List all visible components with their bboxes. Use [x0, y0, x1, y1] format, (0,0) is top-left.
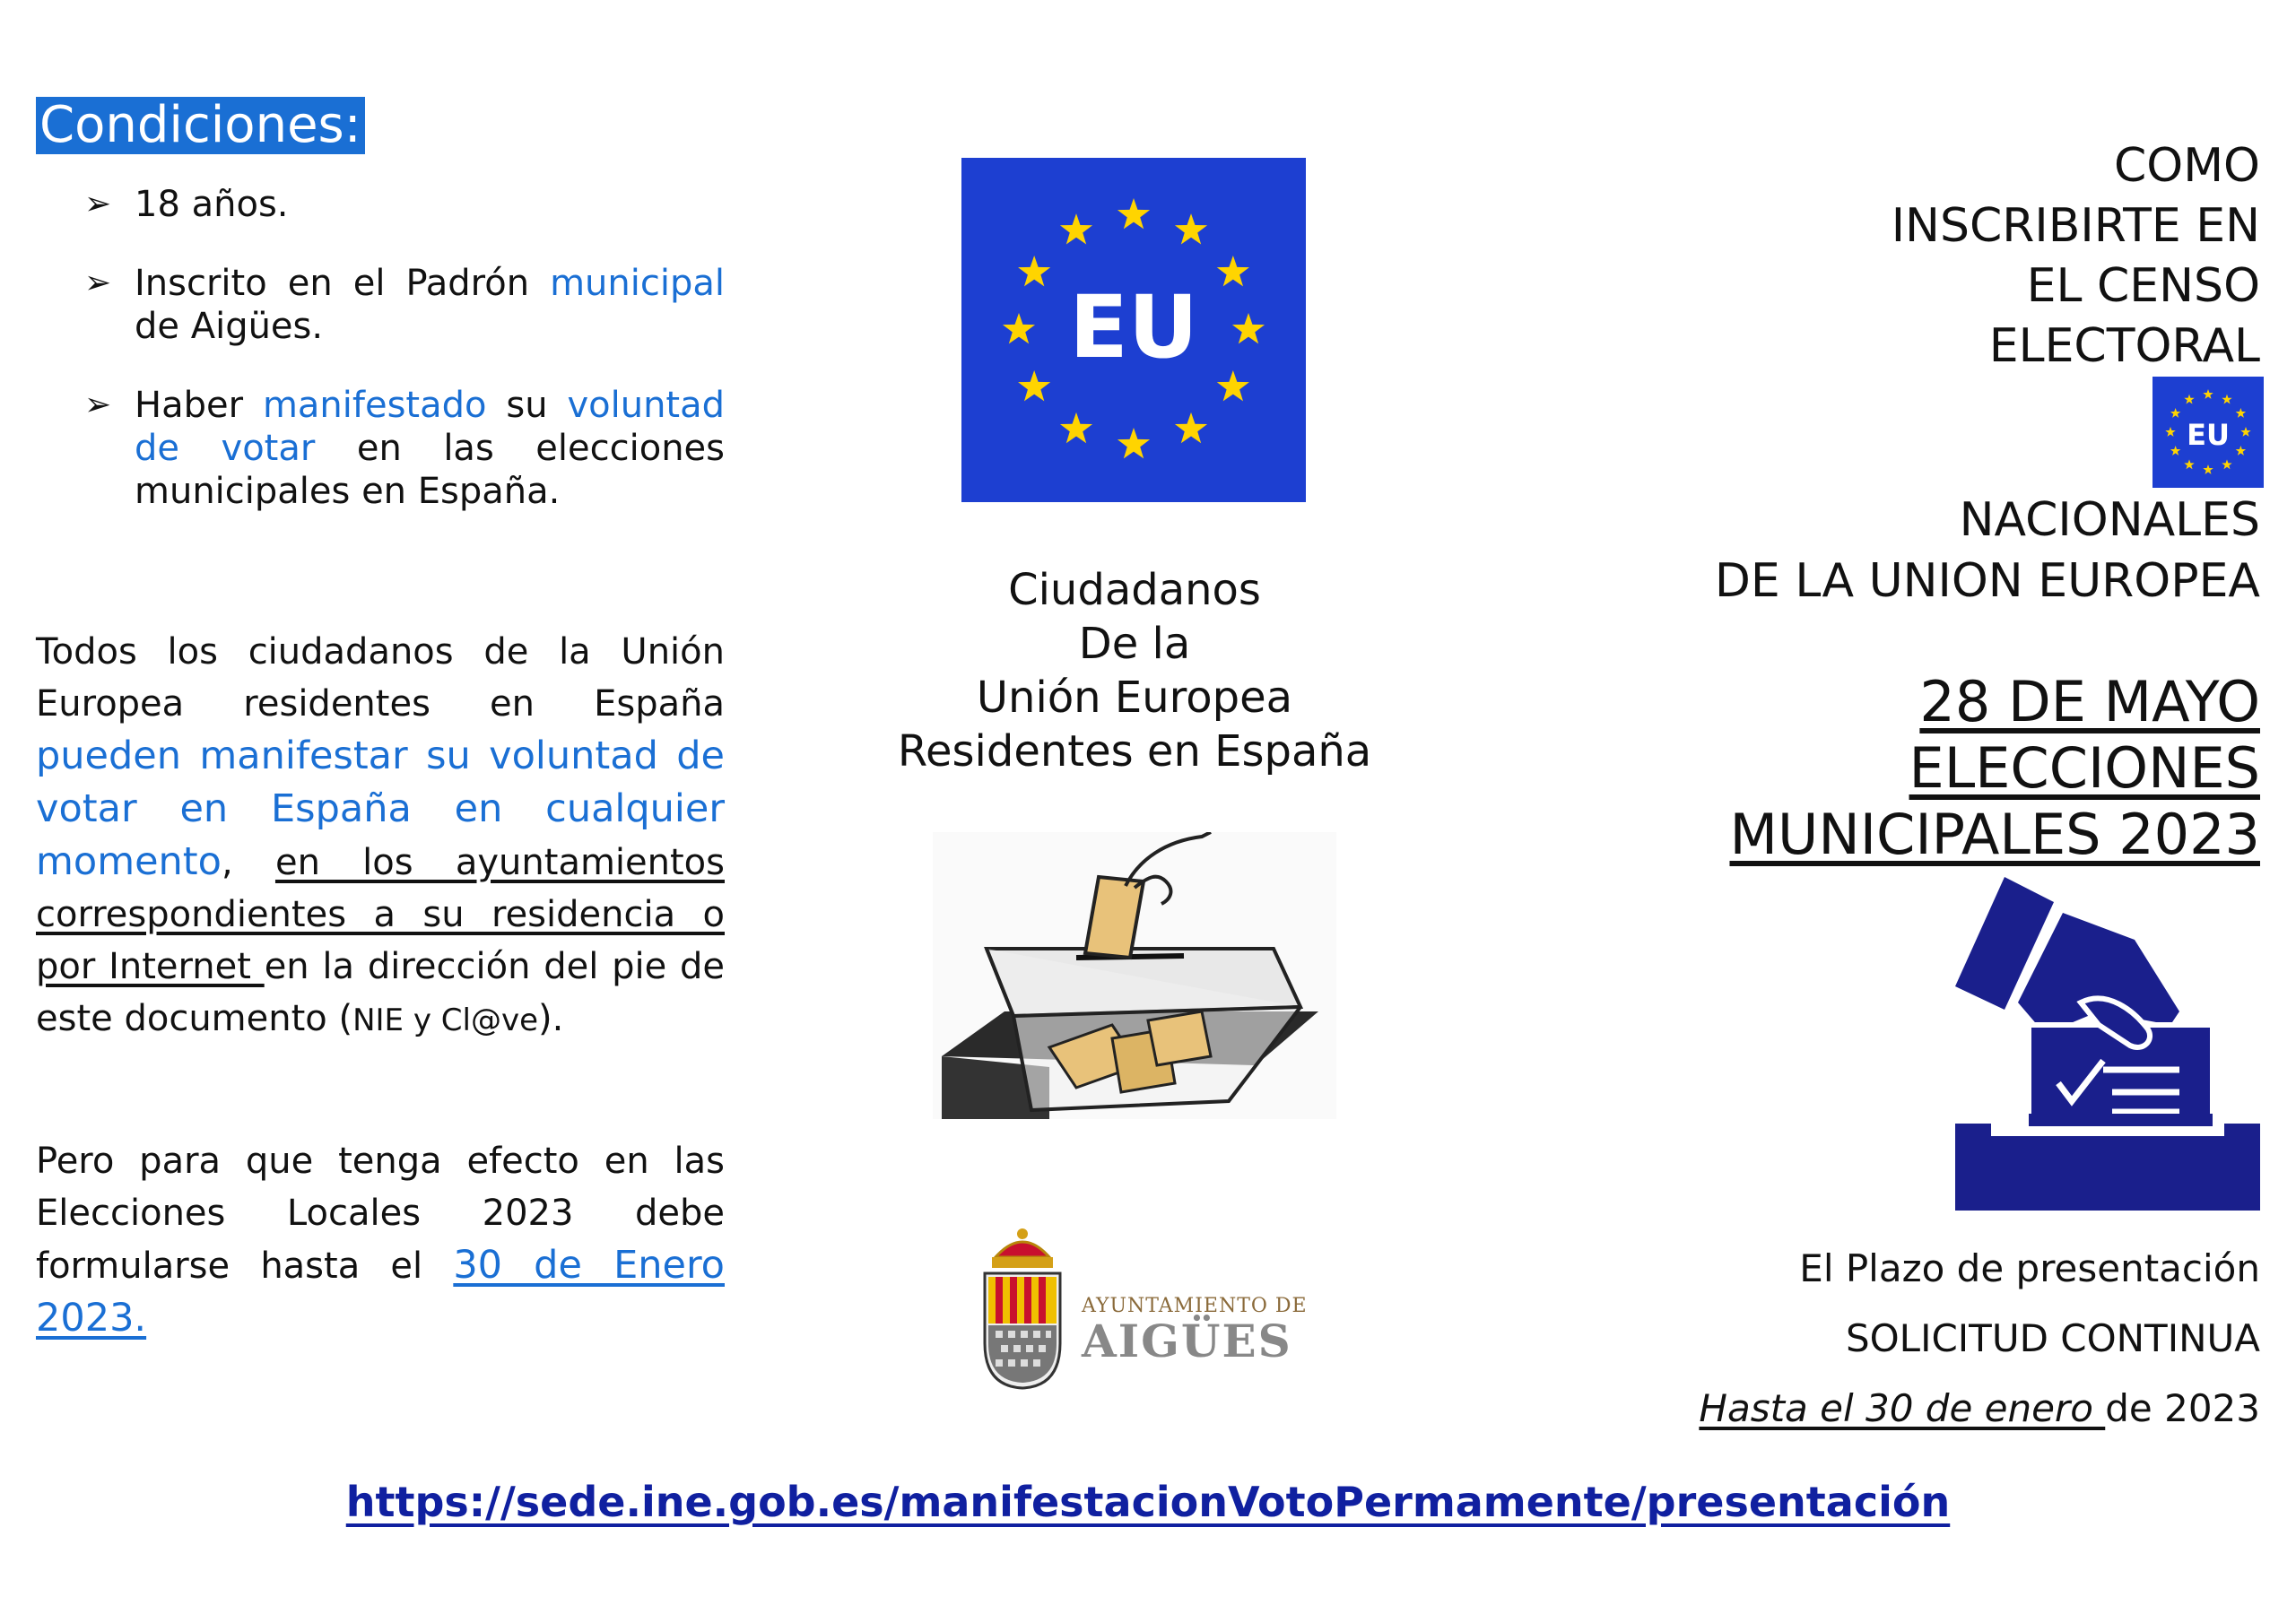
arrow-bullet-icon: ➢: [84, 265, 112, 301]
condition-voluntad: ➢ Haber manifestado su voluntad de votar en las elecciones municipales en España.: [84, 385, 726, 512]
arrow-bullet-icon: ➢: [84, 386, 112, 423]
eu-flag-image: [961, 158, 1306, 502]
eu-flag-label: EU: [1069, 277, 1198, 378]
condition-age: ➢ 18 años.: [84, 184, 289, 225]
plazo-label: El Plazo de presentación: [1799, 1246, 2260, 1290]
how-to-register-title: COMO INSCRIBIRTE EN EL CENSO ELECTORAL: [1891, 139, 2260, 373]
condition-padron: ➢ Inscrito en el Padrón municipal de Aigües.: [84, 263, 725, 347]
deadline-link[interactable]: 30 de Enero 2023.: [36, 1243, 725, 1341]
conditions-title: Condiciones:: [36, 97, 365, 154]
conditions-section: [36, 97, 725, 549]
conditions-list: [36, 183, 725, 513]
eu-flag-small-label: EU: [2187, 418, 2230, 452]
ayuntamiento-logo-text: AYUNTAMIENTO DE AIGÜES: [1082, 1295, 1308, 1367]
coat-of-arms-icon: [978, 1227, 1067, 1390]
coat-of-arms-image: [978, 1227, 1067, 1390]
voting-hand-icon: [1955, 877, 2260, 1211]
hasta-label: Hasta el 30 de enero de 2023: [1699, 1386, 2260, 1430]
eu-flag-icon: [961, 158, 1306, 502]
citizens-heading: Ciudadanos De la Unión Europea Residentes en España: [897, 565, 1372, 777]
deadline-info: [1632, 1234, 2260, 1444]
election-date-title: 28 DE MAYO ELECCIONES MUNICIPALES 2023: [1729, 669, 2260, 867]
ballot-box-icon: [933, 832, 1336, 1119]
voting-hand-image: [1955, 877, 2260, 1211]
eu-nationals-title: NACIONALES DE LA UNION EUROPEA: [1714, 493, 2260, 608]
ine-sede-link[interactable]: https://sede.ine.gob.es/manifestacionVotoPermamente/presentación: [345, 1478, 1951, 1526]
eu-flag-small-image: [2152, 377, 2264, 488]
arrow-bullet-icon: ➢: [84, 186, 112, 222]
paragraph-deadline: Pero para que tenga efecto en las Elecciones Locales 2023 debe formularse hasta el 30 de Enero 2023.: [36, 1141, 725, 1341]
ballot-box-illustration: [933, 832, 1336, 1119]
solicitud-label: SOLICITUD CONTINUA: [1845, 1316, 2260, 1360]
paragraph-all-citizens: Todos los ciudadanos de la Unión Europea residentes en España pueden manifestar su voluntad de votar en España en cualquier momento, en los ayuntamientos correspondientes a su residencia o por Internet en la dirección del pie de este documento (NIE y Cl@ve).: [36, 631, 725, 1039]
eu-flag-small-icon: [2152, 377, 2264, 488]
